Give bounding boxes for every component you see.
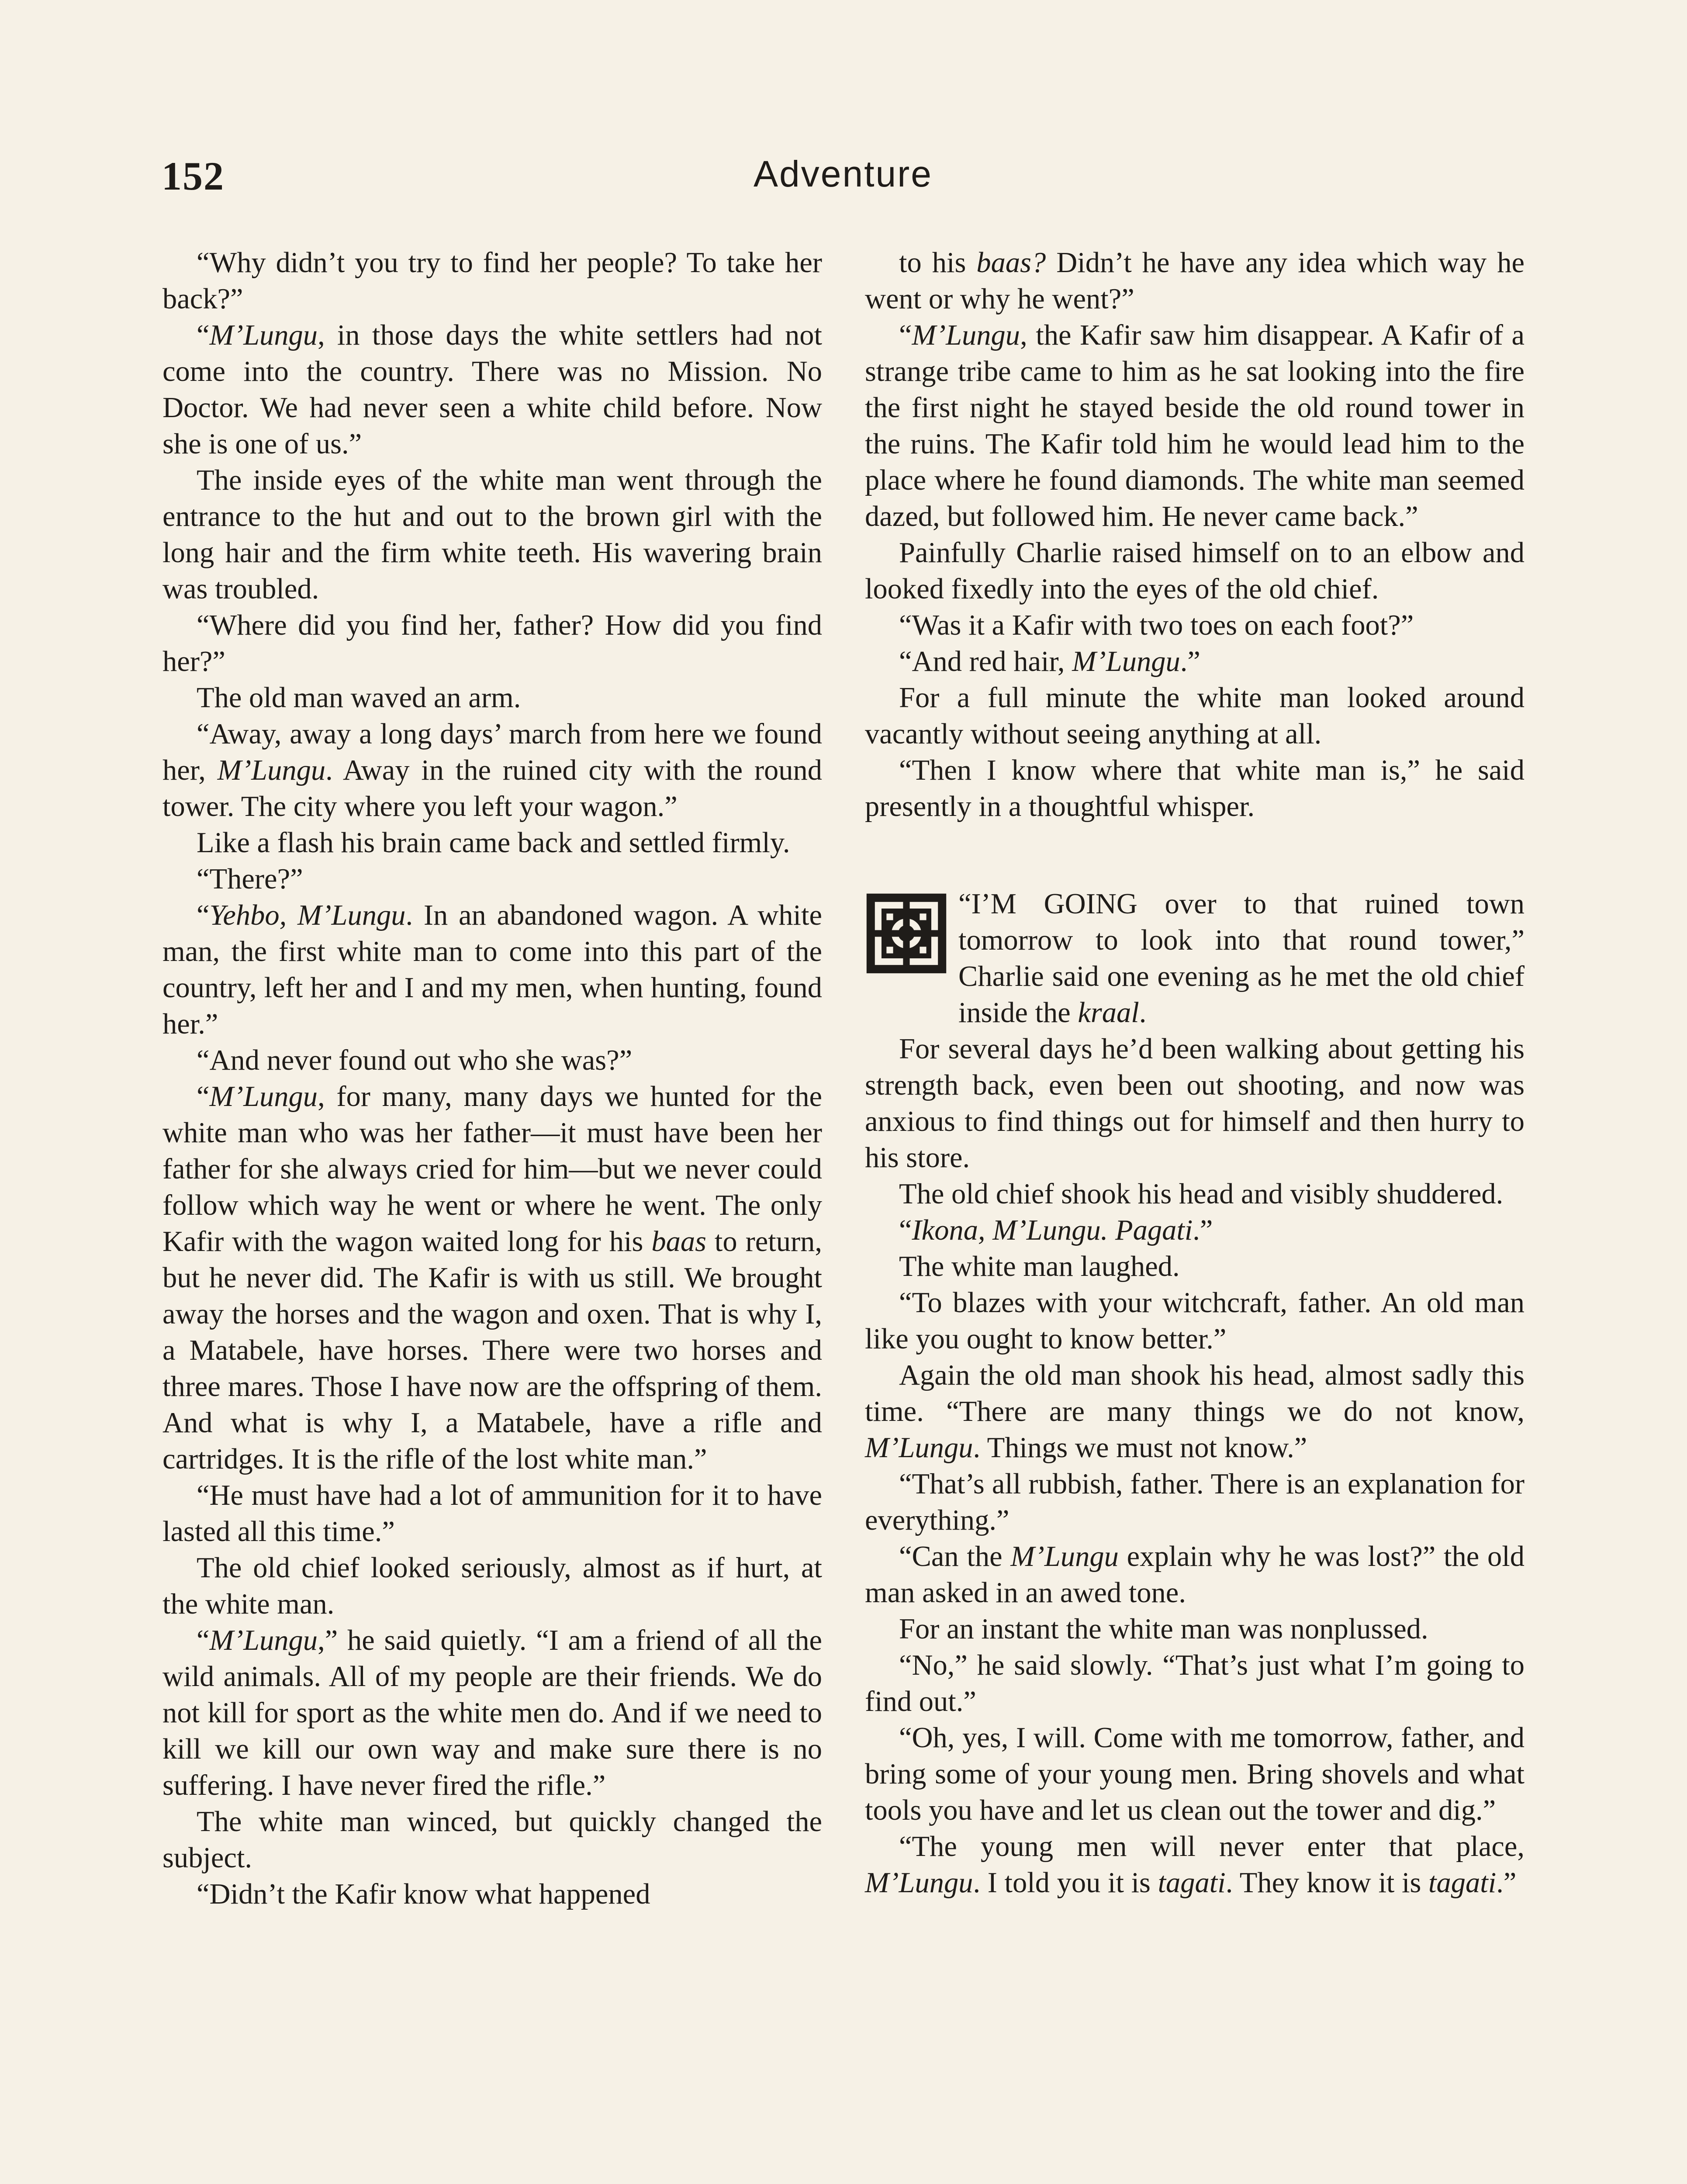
right-column-bottom-paragraphs (865, 1031, 1525, 1901)
section-break (865, 886, 1525, 1031)
paragraph: “Oh, yes, I will. Come with me tomorrow, father, and bring some of your young men. Bring shovels and what tools you have and let us clean out the tower and dig.” (865, 1722, 1525, 1826)
paragraph: “There?” (197, 863, 303, 895)
paragraph: “Away, away a long days’ march from here we found her, M’Lungu. Away in the ruined city with the round tower. The city where you left your wagon.” (162, 718, 822, 822)
paragraph: For several days he’d been walking about getting his strength back, even been out shooting, and now was anxious to find things out for himself and then hurry to his store. (865, 1033, 1525, 1174)
ornament-icon (865, 892, 948, 975)
paragraph: The white man laughed. (899, 1251, 1180, 1282)
paragraph: “Why didn’t you try to find her people? To take her back?” (162, 247, 822, 315)
paragraph: For an instant the white man was nonplussed. (899, 1613, 1428, 1645)
paragraph: The old man waved an arm. (197, 682, 521, 714)
right-column-top-paragraphs (865, 245, 1525, 825)
paragraph: Like a flash his brain came back and settled firmly. (197, 827, 790, 859)
paragraph: “Ikona, M’Lungu. Pagati.” (899, 1214, 1213, 1246)
paragraph: “No,” he said slowly. “That’s just what I’m going to find out.” (865, 1649, 1525, 1717)
running-head: Adventure (754, 153, 933, 194)
paragraph: “And never found out who she was?” (197, 1044, 633, 1076)
paragraph: to his baas? Didn’t he have any idea which way he went or why he went?” (865, 247, 1525, 315)
paragraph: “M’Lungu,” he said quietly. “I am a friend of all the wild animals. All of my people are their friends. We do not kill for sport as the white men do. And if we need to kill we kill our own way and make sure there is no suffering. I have never fired the rifle.” (162, 1624, 822, 1801)
paragraph: “M’Lungu, for many, many days we hunted for the white man who was her father—it must have been her father for she always cried for him—but we never could follow which way he went or where he went. The only Kafir with the wagon waited long for his baas to return, but he never did. The Kafir is with us still. We brought away the horses and the wagon and oxen. That is why I, a Matabele, have horses. There were two horses and three mares. Those I have now are the offspring of them. And what is why I, a Matabele, have a rifle and cartridges. It is the rifle of the lost white man.” (162, 1081, 822, 1475)
page-header (162, 153, 1525, 214)
paragraph: “Then I know where that white man is,” he said presently in a thoughtful whisper. (865, 754, 1525, 822)
paragraph: “The young men will never enter that place, M’Lungu. I told you it is tagati. They know it is tagati.” (865, 1831, 1525, 1899)
paragraph: “To blazes with your witchcraft, father. An old man like you ought to know better.” (865, 1287, 1525, 1355)
paragraph: The old chief shook his head and visibly shuddered. (899, 1178, 1504, 1210)
paragraph: “Was it a Kafir with two toes on each foot?” (899, 609, 1414, 641)
section-opening-paragraph: “I’M GOING over to that ruined town tomorrow to look into that round tower,” Charlie said one evening as he met the old chief inside the kraal. (958, 888, 1525, 1029)
paragraph: “And red hair, M’Lungu.” (899, 646, 1200, 677)
paragraph: “Where did you find her, father? How did you find her?” (162, 609, 822, 677)
page-number: 152 (162, 154, 225, 198)
paragraph: “Can the M’Lungu explain why he was lost?” the old man asked in an awed tone. (865, 1541, 1525, 1609)
paragraph: For a full minute the white man looked around vacantly without seeing anything at all. (865, 682, 1525, 750)
right-column (865, 245, 1525, 1901)
paragraph: Painfully Charlie raised himself on to an elbow and looked fixedly into the eyes of the old chief. (865, 537, 1525, 605)
paragraph: Again the old man shook his head, almost sadly this time. “There are many things we do not know, M’Lungu. Things we must not know.” (865, 1359, 1525, 1464)
paragraph: “Didn’t the Kafir know what happened (197, 1878, 650, 1910)
paragraph: “He must have had a lot of ammunition for it to have lasted all this time.” (162, 1479, 822, 1548)
paragraph: The inside eyes of the white man went through the entrance to the hut and out to the brown girl with the long hair and the firm white teeth. His wavering brain was troubled. (162, 464, 822, 605)
left-column (162, 245, 822, 1912)
left-column-paragraphs (162, 245, 822, 1912)
paragraph: “Yehbo, M’Lungu. In an abandoned wagon. A white man, the first white man to come into this part of the country, left her and I and my men, when hunting, found her.” (162, 899, 822, 1040)
paragraph: “M’Lungu, in those days the white settlers had not come into the country. There was no Mission. No Doctor. We had never seen a white child before. Now she is one of us.” (162, 319, 822, 460)
paragraph: “M’Lungu, the Kafir saw him disappear. A Kafir of a strange tribe came to him as he sat looking into the fire the first night he stayed beside the old round tower in the ruins. The Kafir told him he would lead him to the place where he found diamonds. The white man seemed dazed, but followed him. He never came back.” (865, 319, 1525, 532)
paragraph: The white man winced, but quickly changed the subject. (162, 1806, 822, 1874)
paragraph: The old chief looked seriously, almost as if hurt, at the white man. (162, 1552, 822, 1620)
paragraph: “That’s all rubbish, father. There is an explanation for everything.” (865, 1468, 1525, 1536)
